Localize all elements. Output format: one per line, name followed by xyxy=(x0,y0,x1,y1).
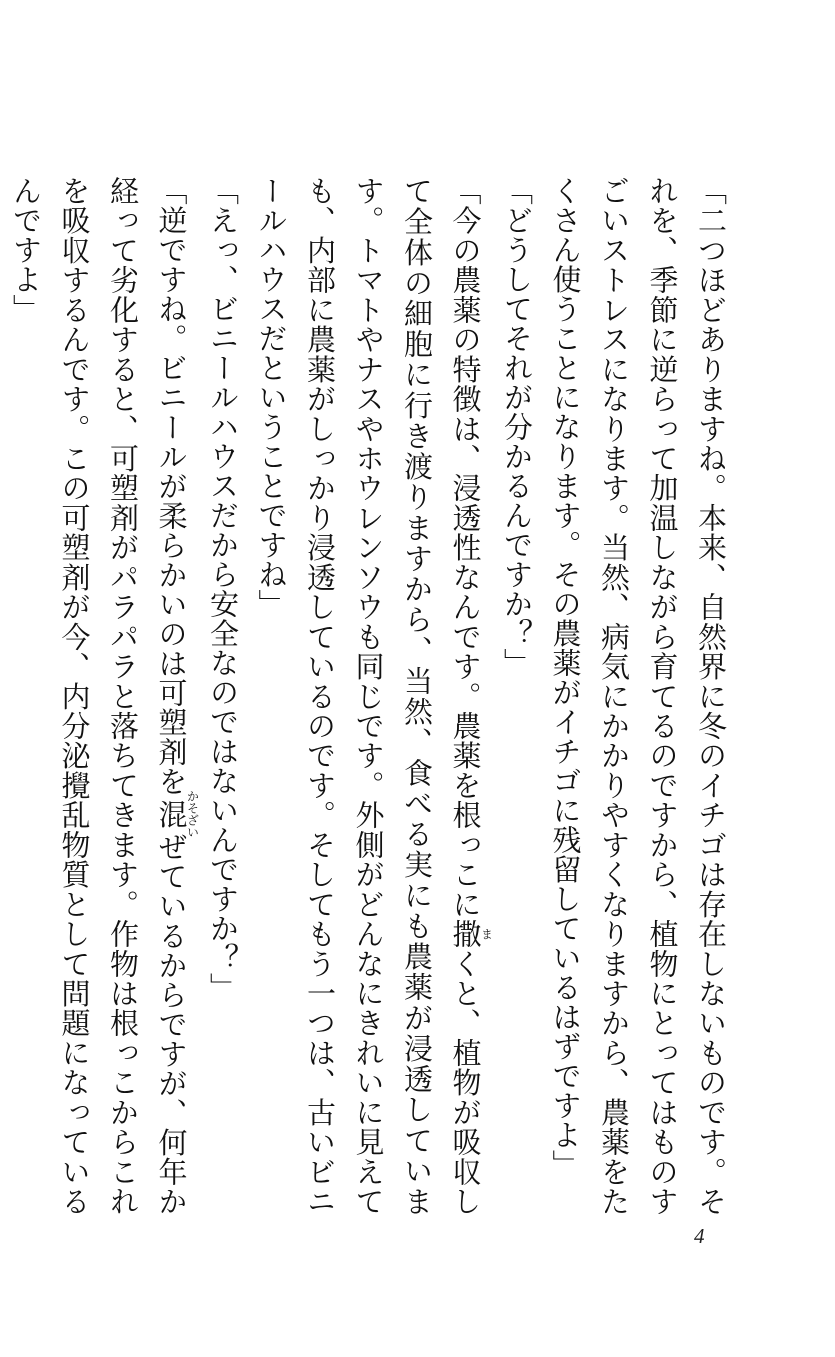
ruby-annotation xyxy=(448,919,494,949)
paragraph-text-part: ぜているからですが、何年か経って劣化すると、可塑剤がパラパラと落ちてきます。作物は根っこからこれを吸収するんです。この可塑剤が今、内分泌攪乱物質として問題になっているんですよ」 xyxy=(9,176,189,1217)
paragraph-question-why: 「どうしてそれが分かるんですか？」 xyxy=(500,176,534,678)
paragraph-text-part: くと、植物が吸収して全体の細胞に行き渡りますから、当然、食べる実にも農薬が浸透しています。トマトやナスやホウレンソウも同じです。外側がどんなにきれいに見えても、内部に農薬がしっかり浸透しているのです。そしてもう一つは、古いビニールハウスだということですね」 xyxy=(254,176,483,1217)
paragraph-plasticizer xyxy=(2,176,199,1216)
ruby-reading: ま xyxy=(479,919,494,949)
paragraph-text-part: 「逆ですね。ビニールが柔らかいのは可塑剤を xyxy=(154,176,189,797)
ruby-reading: かそざい xyxy=(185,790,200,839)
ruby-base: 撒 xyxy=(448,919,483,949)
paragraph-question-vinyl-house: 「えっ、ビニールハウスだから安全なのではないんですか？」 xyxy=(206,176,240,1002)
ruby-annotation xyxy=(154,790,200,839)
page-number: 4 xyxy=(694,1224,705,1248)
vertical-text-block xyxy=(9,176,735,1217)
paragraph-text-part: 「今の農薬の特徴は、浸透性なんです。農薬を根っこに xyxy=(448,176,483,920)
paragraph-narration-conclusion xyxy=(0,176,2,1216)
ruby-base: 混 xyxy=(154,790,189,839)
paragraph-systemic-pesticide xyxy=(247,176,493,1216)
paragraph-quote-strawberry-pesticide: 「二つほどありますね。本来、自然界に冬のイチゴは存在しないものです。それを、季節に逆らって加温しながら育てるのですから、植物にとってはものすごいストレスになります。当然、病気にかかりやすくなりますから、農薬をたくさん使うことになります。その農薬がイチゴに残留しているはずですよ」 xyxy=(548,176,728,1216)
